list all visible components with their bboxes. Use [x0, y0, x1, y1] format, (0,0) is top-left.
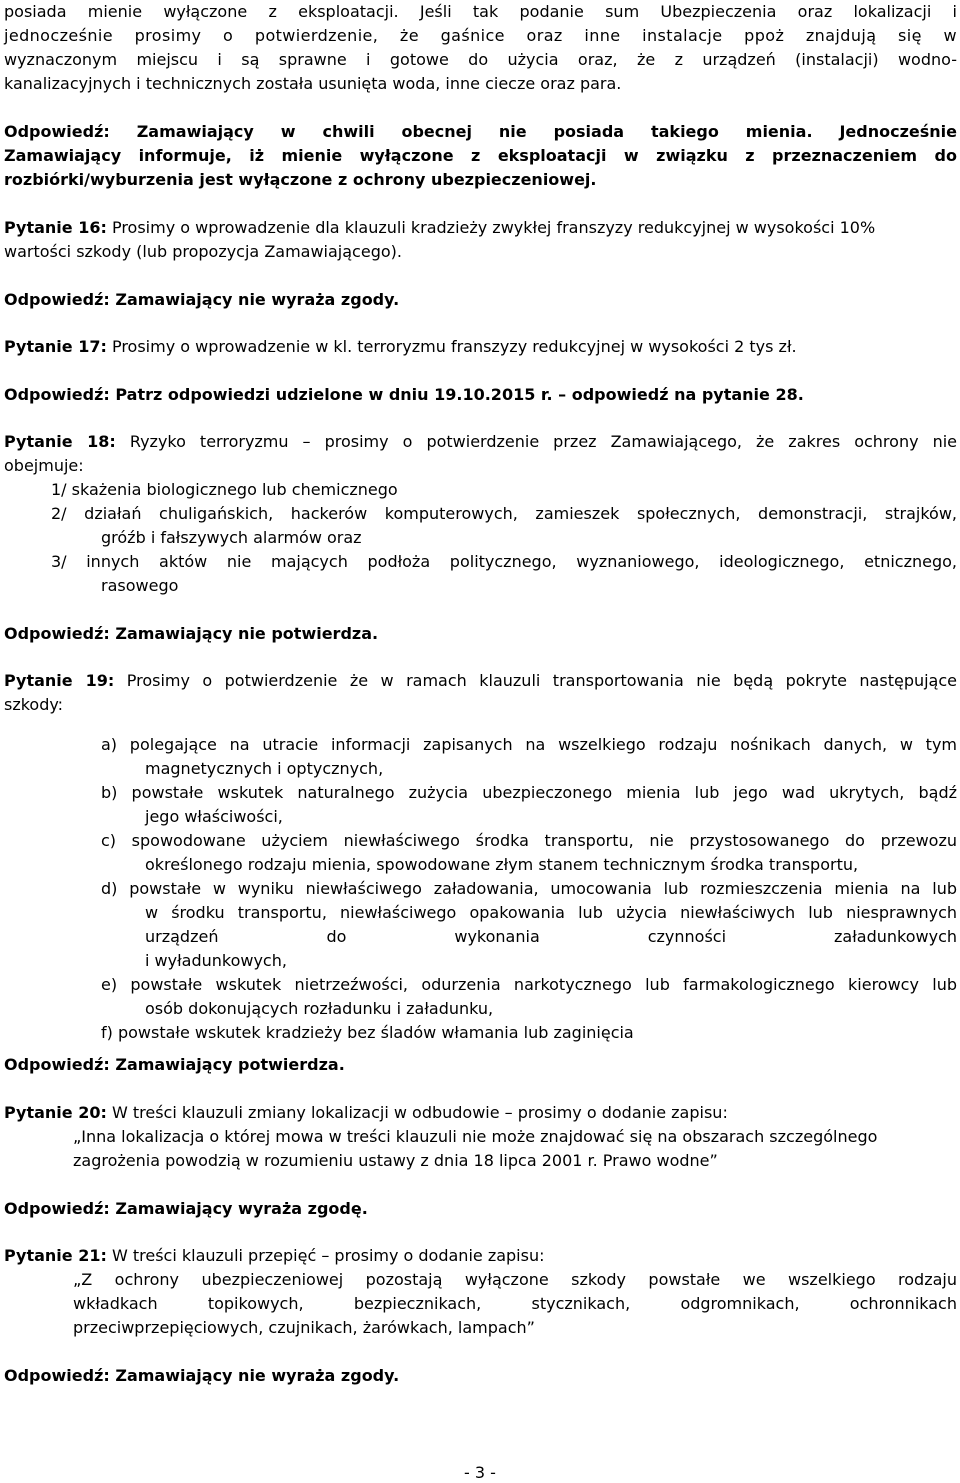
list-item-cont: w środku transportu, niewłaściwego opakowania lub użycia niewłaściwych lub niesprawnych: [145, 903, 957, 922]
list-item: 1/ skażenia biologicznego lub chemicznego: [51, 480, 398, 499]
answer-15: [4, 120, 957, 192]
intro-line: jednocześnie prosimy o potwierdzenie, że gaśnice oraz inne instalacje ppoż znajdują się w: [4, 26, 957, 45]
question-17: [4, 335, 957, 359]
question-18: [4, 430, 957, 598]
answer-line: rozbiórki/wyburzenia jest wyłączone z ochrony ubezpieczeniowej.: [4, 170, 597, 189]
question-21: [4, 1244, 957, 1340]
question-label: Pytanie 18:: [4, 432, 116, 451]
question-19: [4, 669, 957, 1045]
question-label: Pytanie 20:: [4, 1103, 107, 1122]
list-item-cont: magnetycznych i optycznych,: [145, 759, 384, 778]
answer-line: Odpowiedź: Zamawiający nie potwierdza.: [4, 624, 379, 643]
page-number: - 3 -: [464, 1463, 496, 1482]
question-line: szkody:: [4, 695, 64, 714]
list-item-cont: osób dokonujących rozładunku i załadunku,: [145, 999, 494, 1018]
list-item-cont: gróźb i fałszywych alarmów oraz: [101, 528, 362, 547]
list-item-cont: rasowego: [101, 576, 179, 595]
question-text: Ryzyko terroryzmu – prosimy o potwierdzenie przez Zamawiającego, że zakres ochrony nie: [129, 432, 958, 451]
answer-17: [4, 383, 957, 407]
answer-20: [4, 1197, 957, 1221]
question-line: [4, 1101, 957, 1125]
question-text: W treści klauzuli zmiany lokalizacji w odbudowie – prosimy o dodanie zapisu:: [111, 1103, 728, 1122]
list-item: a) polegające na utracie informacji zapisanych na wszelkiego rodzaju nośnikach danych, w tym: [101, 735, 957, 754]
list-item-cont: urządzeń do wykonania czynności załadunkowych: [145, 927, 957, 946]
question-line: [4, 669, 957, 693]
question-16: [4, 216, 957, 264]
question-line: [4, 1244, 957, 1268]
answer-line: Odpowiedź: Zamawiający nie wyraża zgody.: [4, 1366, 400, 1385]
question-label: Pytanie 21:: [4, 1246, 107, 1265]
intro-line: wyznaczonym miejscu i są sprawne i gotowe do użycia oraz, że z urządzeń (instalacji) wodno-: [4, 50, 957, 69]
list-item: 2/ działań chuligańskich, hackerów komputerowych, zamieszek społecznych, demonstracji, strajków,: [51, 504, 957, 523]
intro-paragraph: [4, 0, 957, 96]
intro-line: posiada mienie wyłączone z eksploatacji. Jeśli tak podanie sum Ubezpieczenia oraz lokalizacji i: [4, 2, 957, 21]
list-item-cont: jego właściwości,: [145, 807, 283, 826]
intro-line: kanalizacyjnych i technicznych została usunięta woda, inne ciecze oraz para.: [4, 74, 622, 93]
quote-line: zagrożenia powodzią w rozumieniu ustawy z dnia 18 lipca 2001 r. Prawo wodne”: [73, 1151, 718, 1170]
list-item: d) powstałe w wyniku niewłaściwego załadowania, umocowania lub rozmieszczenia mienia na lub: [101, 879, 957, 898]
answer-19: [4, 1053, 957, 1077]
answer-line: Odpowiedź: Patrz odpowiedzi udzielone w dniu 19.10.2015 r. – odpowiedź na pytanie 28.: [4, 385, 804, 404]
answer-line: Zamawiający informuje, iż mienie wyłączone z eksploatacji w związku z przeznaczeniem do: [4, 146, 957, 165]
list-item: f) powstałe wskutek kradzieży bez śladów włamania lub zaginięcia: [101, 1023, 634, 1042]
list-item-cont: i wyładunkowych,: [145, 951, 287, 970]
answer-18: [4, 622, 957, 646]
question-text: Prosimy o potwierdzenie że w ramach klauzuli transportowania nie będą pokryte następujące: [126, 671, 958, 690]
question-line: obejmuje:: [4, 456, 84, 475]
answer-line: Odpowiedź: Zamawiający wyraża zgodę.: [4, 1199, 368, 1218]
question-line: wartości szkody (lub propozycja Zamawiającego).: [4, 242, 402, 261]
question-label: Pytanie 19:: [4, 671, 115, 690]
question-line: [4, 216, 957, 240]
list-item: c) spowodowane użyciem niewłaściwego środka transportu, nie przystosowanego do przewozu: [101, 831, 957, 850]
question-text: Prosimy o wprowadzenie dla klauzuli kradzieży zwykłej franszyzy redukcyjnej w wysokości 10%: [111, 218, 876, 237]
answer-21: [4, 1364, 957, 1388]
list-item: b) powstałe wskutek naturalnego zużycia ubezpieczonego mienia lub jego wad ukrytych, bądź: [101, 783, 957, 802]
question-label: Pytanie 16:: [4, 218, 107, 237]
quote-line: wkładkach topikowych, bezpiecznikach, stycznikach, odgromnikach, ochronnikach: [73, 1294, 957, 1313]
answer-line: Odpowiedź: Zamawiający w chwili obecnej nie posiada takiego mienia. Jednocześnie: [4, 122, 957, 141]
list-item: 3/ innych aktów nie mających podłoża politycznego, wyznaniowego, ideologicznego, etnicznego,: [51, 552, 957, 571]
quote-line: przeciwprzepięciowych, czujnikach, żarówkach, lampach”: [73, 1318, 535, 1337]
question-line: [4, 430, 957, 454]
answer-16: [4, 288, 957, 312]
question-text: W treści klauzuli przepięć – prosimy o dodanie zapisu:: [111, 1246, 545, 1265]
list-item: e) powstałe wskutek nietrzeźwości, odurzenia narkotycznego lub farmakologicznego kierowcy lub: [101, 975, 957, 994]
answer-line: Odpowiedź: Zamawiający potwierdza.: [4, 1055, 345, 1074]
answer-line: Odpowiedź: Zamawiający nie wyraża zgody.: [4, 290, 400, 309]
question-20: [4, 1101, 957, 1173]
list-item-cont: określonego rodzaju mienia, spowodowane złym stanem technicznym środka transportu,: [145, 855, 859, 874]
quote-line: „Inna lokalizacja o której mowa w treści klauzuli nie może znajdować się na obszarach szczególnego: [73, 1127, 878, 1146]
question-label: Pytanie 17:: [4, 337, 107, 356]
question-text: Prosimy o wprowadzenie w kl. terroryzmu franszyzy redukcyjnej w wysokości 2 tys zł.: [111, 337, 797, 356]
question-line: [4, 335, 957, 359]
quote-line: „Z ochrony ubezpieczeniowej pozostają wyłączone szkody powstałe we wszelkiego rodzaju: [73, 1270, 957, 1289]
